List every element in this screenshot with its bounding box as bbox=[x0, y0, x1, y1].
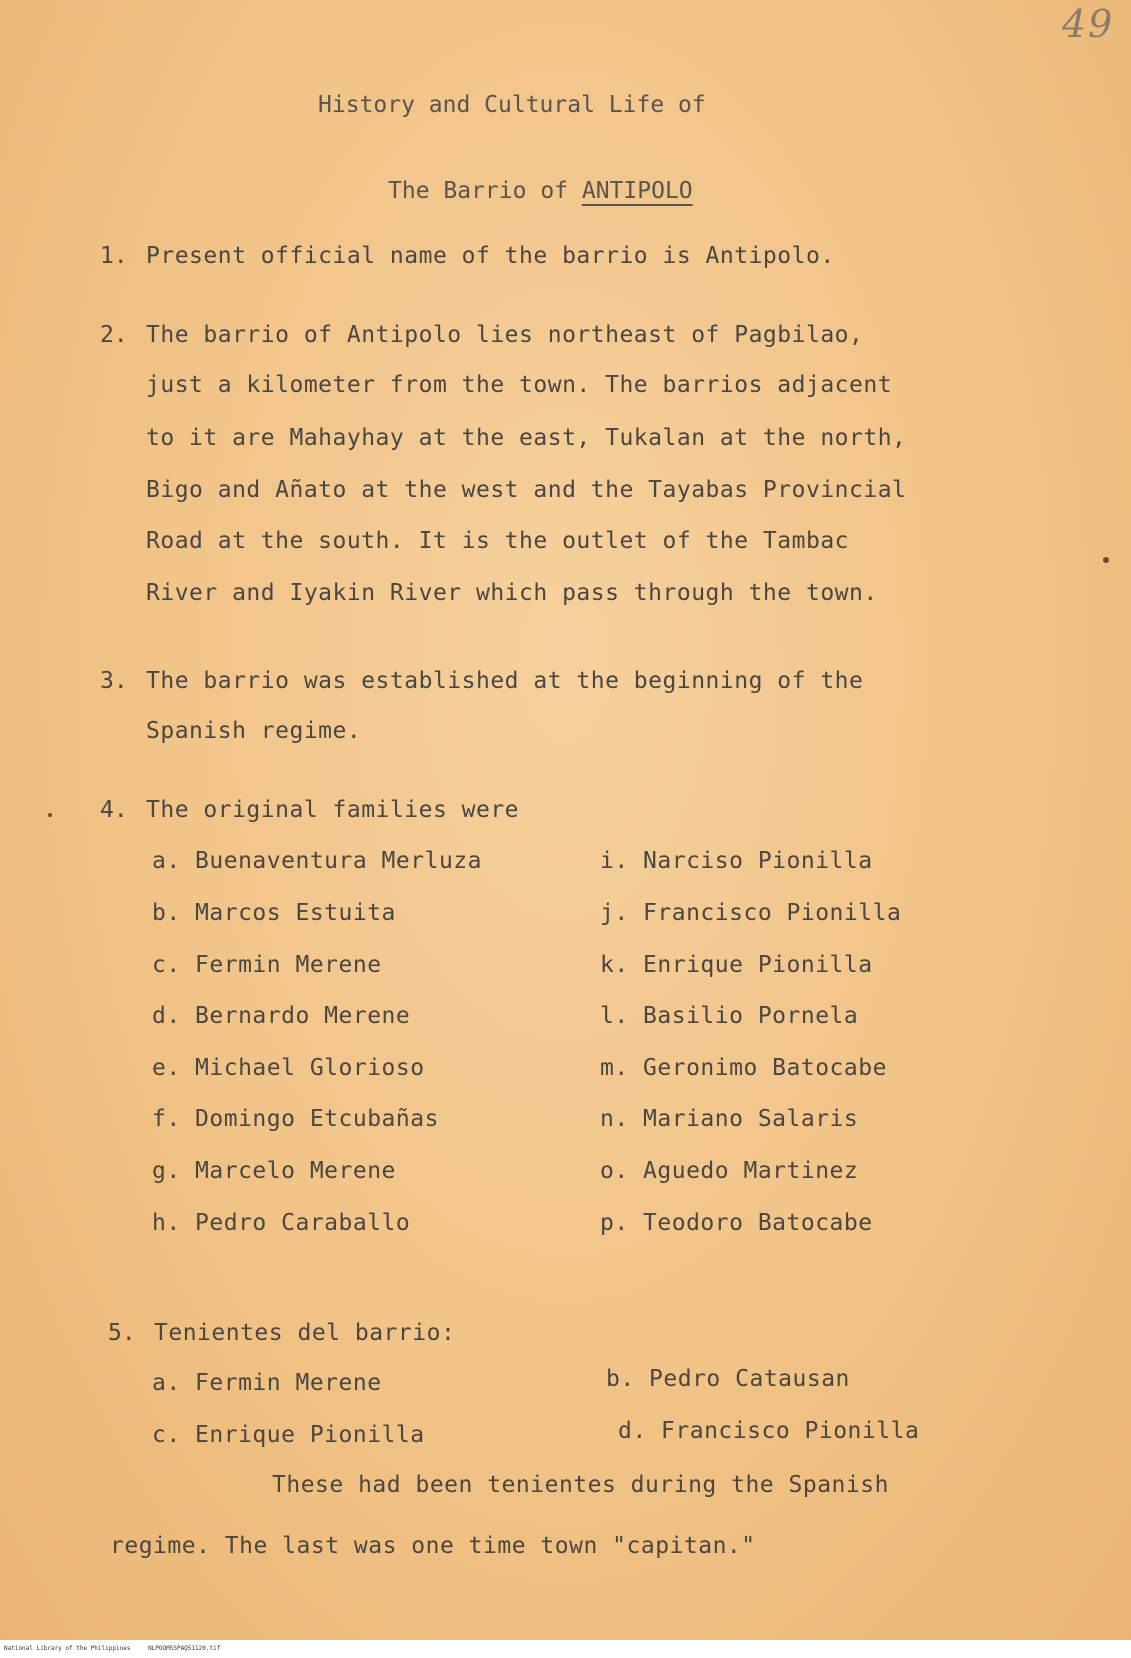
item-4-number: 4. bbox=[100, 797, 128, 823]
family-entry: o. Aguedo Martinez bbox=[600, 1158, 859, 1184]
item-3-line: Spanish regime. bbox=[146, 718, 362, 744]
item-2-number: 2. bbox=[100, 322, 128, 348]
family-entry: p. Teodoro Batocabe bbox=[600, 1210, 873, 1236]
item-3-number: 3. bbox=[100, 668, 128, 694]
family-entry: c. Fermin Merene bbox=[152, 952, 382, 978]
family-entry: m. Geronimo Batocabe bbox=[600, 1055, 887, 1081]
closing-line: These had been tenientes during the Spanish bbox=[272, 1472, 889, 1498]
closing-line: regime. The last was one time town "capitan." bbox=[110, 1533, 756, 1559]
page-number: 49 bbox=[1062, 2, 1115, 46]
item-1-number: 1. bbox=[100, 243, 128, 269]
teniente-entry: c. Enrique Pionilla bbox=[152, 1422, 425, 1448]
item-4-intro: The original families were bbox=[146, 797, 520, 823]
family-entry: j. Francisco Pionilla bbox=[600, 900, 902, 926]
family-entry: f. Domingo Etcubañas bbox=[152, 1106, 439, 1132]
family-entry: e. Michael Glorioso bbox=[152, 1055, 425, 1081]
teniente-entry: d. Francisco Pionilla bbox=[618, 1418, 920, 1444]
family-entry: d. Bernardo Merene bbox=[152, 1003, 411, 1029]
footer-library: National Library of the Philippines bbox=[4, 1645, 131, 1652]
family-entry: n. Mariano Salaris bbox=[600, 1106, 859, 1132]
item-2-line: The barrio of Antipolo lies northeast of Pagbilao, bbox=[146, 322, 864, 348]
title-line-1: History and Cultural Life of bbox=[318, 92, 706, 118]
family-entry: k. Enrique Pionilla bbox=[600, 952, 873, 978]
teniente-entry: b. Pedro Catausan bbox=[606, 1366, 850, 1392]
item-5-number: 5. bbox=[108, 1320, 136, 1346]
family-entry: l. Basilio Pornela bbox=[600, 1003, 859, 1029]
item-2-line: Road at the south. It is the outlet of the Tambac bbox=[146, 528, 850, 554]
title-line-2 bbox=[388, 178, 693, 204]
teniente-entry: a. Fermin Merene bbox=[152, 1370, 382, 1396]
item-2-line: River and Iyakin River which pass through the town. bbox=[146, 580, 878, 606]
item-2-line: just a kilometer from the town. The barrios adjacent bbox=[146, 372, 893, 398]
item-2-line: Bigo and Añato at the west and the Tayabas Provincial bbox=[146, 477, 907, 503]
family-entry: h. Pedro Caraballo bbox=[152, 1210, 411, 1236]
ink-speck bbox=[1103, 557, 1109, 563]
item-5-intro: Tenientes del barrio: bbox=[154, 1320, 456, 1346]
scan-footer bbox=[0, 1640, 1131, 1658]
title-prefix: The Barrio of bbox=[388, 178, 582, 204]
item-3-line: The barrio was established at the beginning of the bbox=[146, 668, 864, 694]
family-entry: a. Buenaventura Merluza bbox=[152, 848, 482, 874]
item-1-line: Present official name of the barrio is Antipolo. bbox=[146, 243, 835, 269]
footer-file: NLPOOMSSPAQ51120.tif bbox=[148, 1645, 221, 1652]
family-entry: g. Marcelo Merene bbox=[152, 1158, 396, 1184]
item-2-line: to it are Mahayhay at the east, Tukalan at the north, bbox=[146, 425, 907, 451]
family-entry: b. Marcos Estuita bbox=[152, 900, 396, 926]
family-entry: i. Narciso Pionilla bbox=[600, 848, 873, 874]
barrio-name: ANTIPOLO bbox=[581, 178, 693, 204]
ink-speck bbox=[48, 813, 52, 817]
